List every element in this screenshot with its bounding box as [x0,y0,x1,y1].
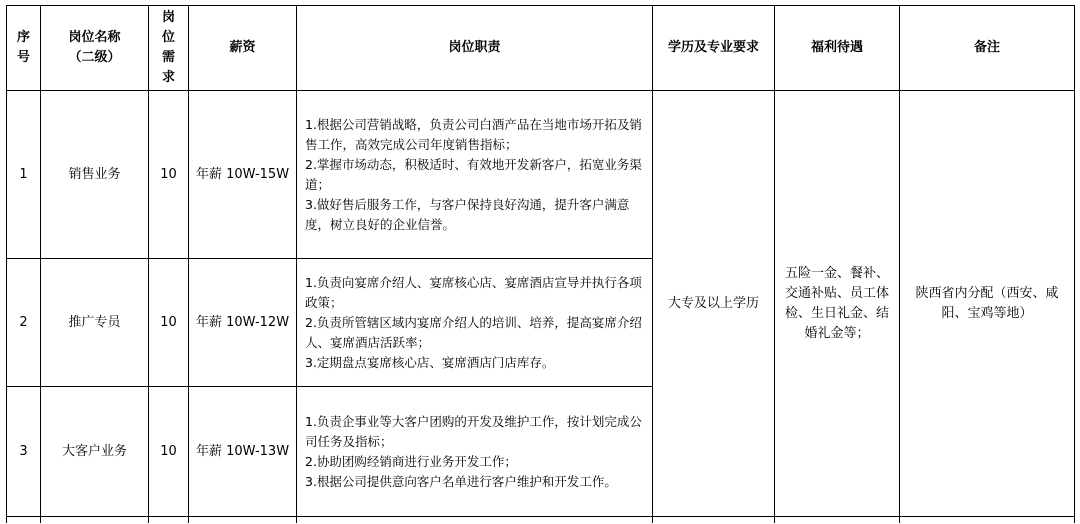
duty-item: 2.负责所管辖区域内宴席介绍人的培训、培养，提高宴席介绍人、宴席酒店活跃率； [305,314,642,350]
job-table [6,5,1075,523]
table-footer-strip [7,517,1075,524]
header-welfare: 福利待遇 [775,6,900,91]
row-salary: 年薪 10W-12W [189,259,297,387]
duty-item: 1.根据公司营销战略，负责公司白酒产品在当地市场开拓及销售工作，高效完成公司年度销售指标； [305,116,642,152]
row-count: 10 [149,91,189,259]
row-salary: 年薪 10W-15W [189,91,297,259]
header-salary: 薪资 [189,6,297,91]
duty-item: 3.根据公司提供意向客户名单进行客户维护和开发工作。 [305,473,617,489]
row-count: 10 [149,387,189,517]
header-education: 学历及专业要求 [653,6,775,91]
row-name: 销售业务 [41,91,149,259]
header-remarks: 备注 [900,6,1075,91]
row-salary: 年薪 10W-13W [189,387,297,517]
welfare-cell: 五险一金、餐补、交通补贴、员工体检、生日礼金、结婚礼金等； [775,91,900,517]
duty-item: 3.做好售后服务工作，与客户保持良好沟通，提升客户满意度，树立良好的企业信誉。 [305,196,630,232]
row-name: 大客户业务 [41,387,149,517]
header-count: 岗位需求 [149,6,189,91]
duty-item: 2.协助团购经销商进行业务开发工作； [305,453,517,469]
row-duties [297,387,653,517]
duty-item: 1.负责企事业等大客户团购的开发及维护工作，按计划完成公司任务及指标； [305,413,642,449]
table-row [7,91,1075,259]
row-seq: 3 [7,387,41,517]
header-duties: 岗位职责 [297,6,653,91]
row-name: 推广专员 [41,259,149,387]
duty-item: 2.掌握市场动态，积极适时、有效地开发新客户，拓宽业务渠道； [305,156,642,192]
duty-item: 1.负责向宴席介绍人、宴席核心店、宴席酒店宣导并执行各项政策； [305,274,642,310]
duty-item: 3.定期盘点宴席核心店、宴席酒店门店库存。 [305,354,555,370]
row-duties [297,91,653,259]
header-seq: 序号 [7,6,41,91]
row-seq: 1 [7,91,41,259]
row-duties [297,259,653,387]
education-cell: 大专及以上学历 [653,91,775,517]
row-seq: 2 [7,259,41,387]
header-row [7,6,1075,91]
row-count: 10 [149,259,189,387]
remarks-cell: 陕西省内分配（西安、咸阳、宝鸡等地） [900,91,1075,517]
header-name: 岗位名称（二级） [41,6,149,91]
